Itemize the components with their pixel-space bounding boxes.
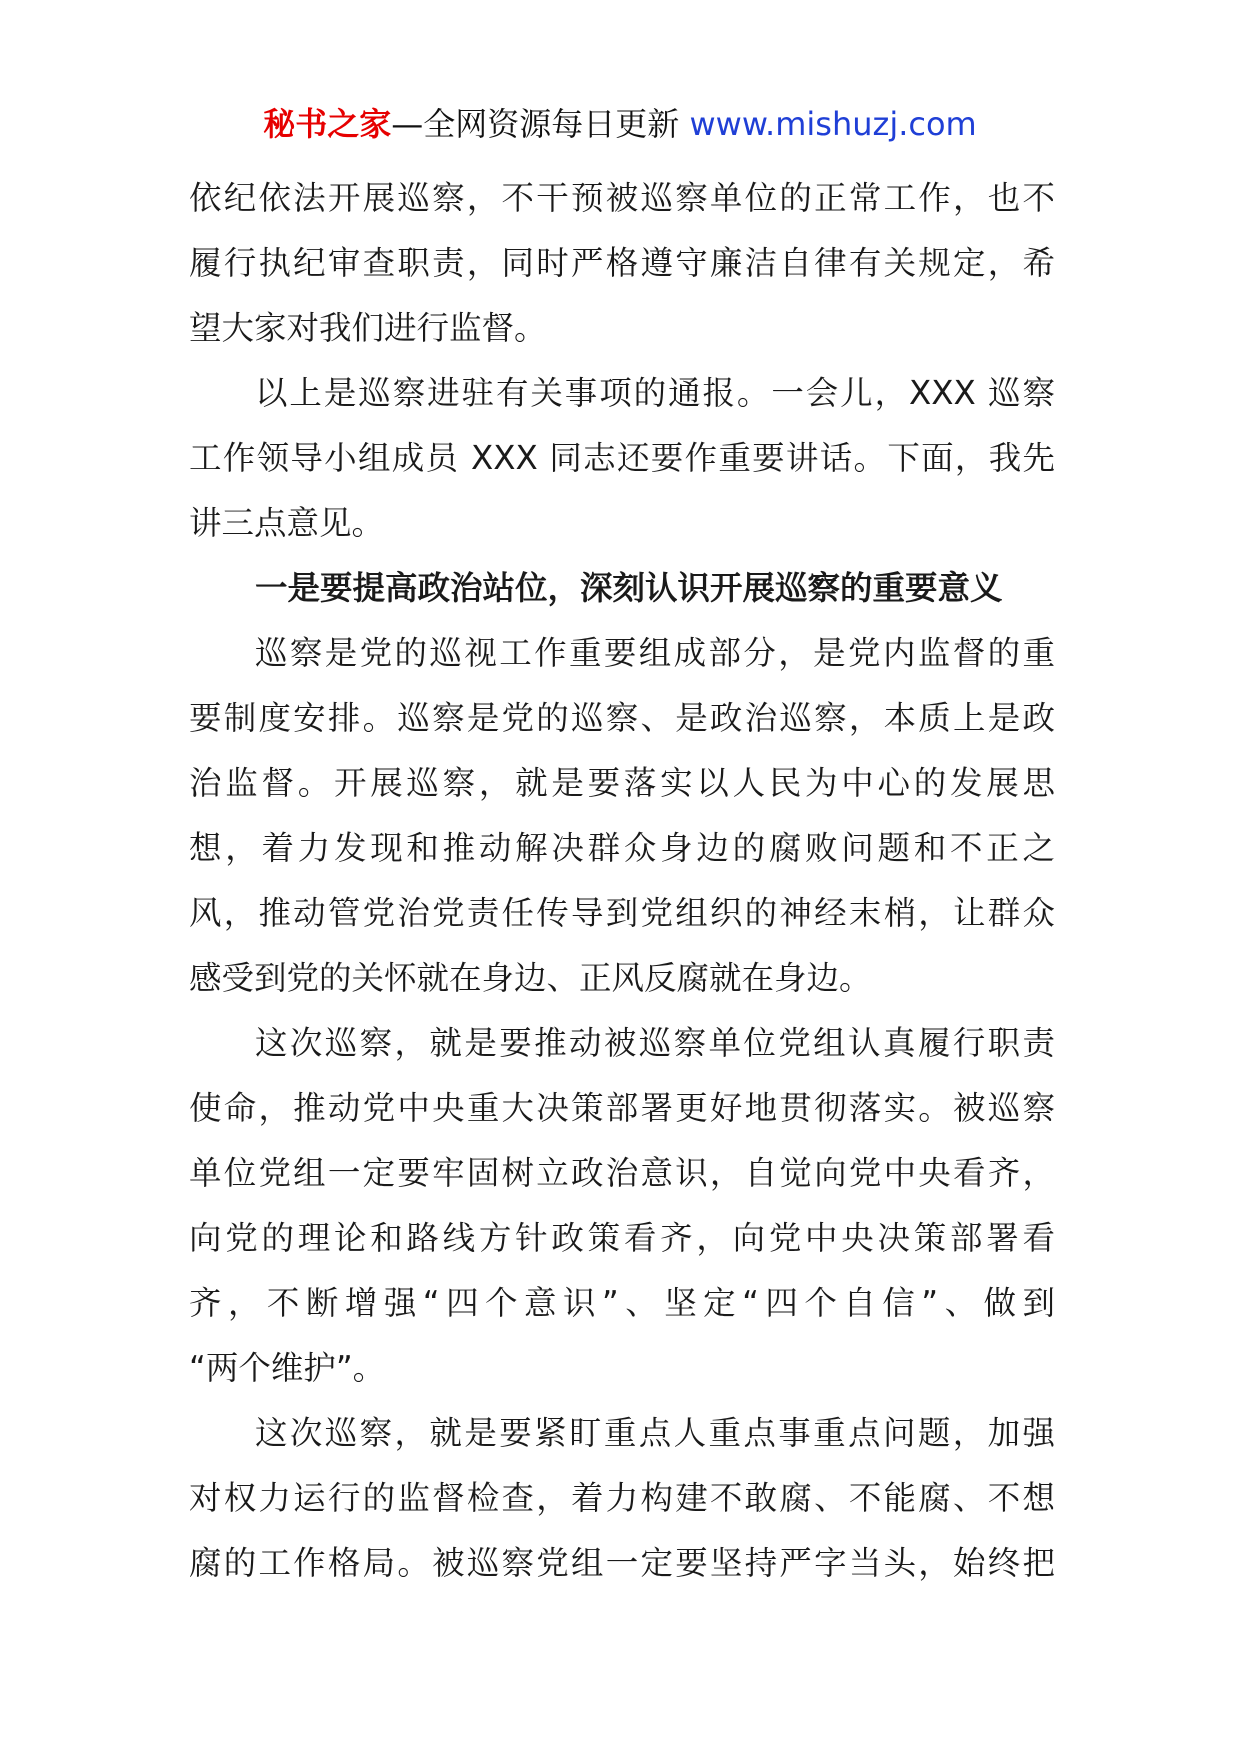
body-line: 依纪依法开展巡察，不干预被巡察单位的正常工作，也不 <box>189 179 1055 217</box>
body-line: 工作领导小组成员 XXX 同志还要作重要讲话。下面，我先 <box>189 439 1055 477</box>
body-line: 使命，推动党中央重大决策部署更好地贯彻落实。被巡察 <box>189 1089 1055 1127</box>
body-line: 想，着力发现和推动解决群众身边的腐败问题和不正之 <box>189 829 1055 867</box>
body-line: 履行执纪审查职责，同时严格遵守廉洁自律有关规定，希 <box>189 244 1055 282</box>
header-brand: 秘书之家 <box>263 105 392 143</box>
body-line: 巡察是党的巡视工作重要组成部分，是党内监督的重 <box>255 634 1055 672</box>
body-line: “两个维护”。 <box>189 1349 386 1387</box>
body-line: 治监督。开展巡察，就是要落实以人民为中心的发展思 <box>189 764 1055 802</box>
document-body <box>189 166 1055 1596</box>
header-url-link[interactable]: www.mishuzj.com <box>689 105 977 143</box>
page-header <box>0 102 1240 146</box>
body-line: 望大家对我们进行监督。 <box>189 309 547 347</box>
body-line: 以上是巡察进驻有关事项的通报。一会儿，XXX 巡察 <box>255 374 1055 412</box>
header-tagline: —全网资源每日更新 <box>391 105 690 143</box>
body-line: 对权力运行的监督检查，着力构建不敢腐、不能腐、不想 <box>189 1479 1055 1517</box>
body-line: 这次巡察，就是要紧盯重点人重点事重点问题，加强 <box>255 1414 1055 1452</box>
body-line: 这次巡察，就是要推动被巡察单位党组认真履行职责 <box>255 1024 1055 1062</box>
body-line: 单位党组一定要牢固树立政治意识，自觉向党中央看齐， <box>189 1154 1055 1192</box>
body-line: 要制度安排。巡察是党的巡察、是政治巡察，本质上是政 <box>189 699 1055 737</box>
section-heading: 一是要提高政治站位，深刻认识开展巡察的重要意义 <box>255 569 1003 607</box>
body-line: 腐的工作格局。被巡察党组一定要坚持严字当头，始终把 <box>189 1544 1055 1582</box>
body-line: 向党的理论和路线方针政策看齐，向党中央决策部署看 <box>189 1219 1055 1257</box>
body-line: 感受到党的关怀就在身边、正风反腐就在身边。 <box>189 959 872 997</box>
body-line: 风，推动管党治党责任传导到党组织的神经末梢，让群众 <box>189 894 1055 932</box>
body-line: 讲三点意见。 <box>189 504 385 542</box>
body-line: 齐，不断增强“四个意识”、坚定“四个自信”、做到 <box>189 1284 1055 1322</box>
